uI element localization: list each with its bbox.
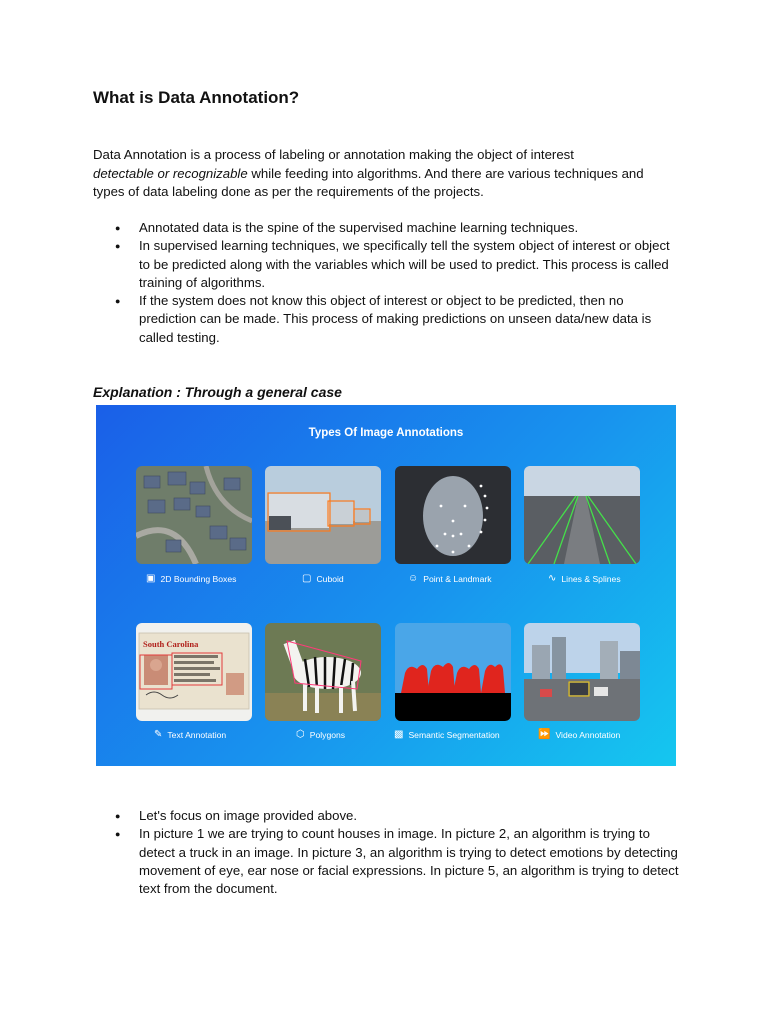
page-title: What is Data Annotation? [93,88,300,107]
annotation-types-banner [96,405,676,766]
license-state-text: South Carolina [143,639,199,649]
drivers-license-image [136,623,252,721]
intro-text-1: Data Annotation is a process of labeling or annotation making the object of interest [93,147,574,162]
caption-label: Video Annotation [555,729,621,740]
caption-label: Semantic Segmentation [408,729,500,740]
zebra-image [265,623,381,721]
cuboid-icon: ▢ [302,573,312,584]
list-item: ● Annotated data is the spine of the supervised machine learning techniques. [93,219,683,237]
landmark-icon: ☺ [408,573,419,584]
bounding-box-icon: ▣ [146,573,156,584]
polygon-icon: ⬡ [296,729,305,740]
list-item: ● In picture 1 we are trying to count houses in image. In picture 2, an algorithm is trying to detect a truck in an image. In picture 3, an algorithm is trying to detect emotions by detecting movement of eye, ear nose or facial expressions. In picture 5, an algorithm is trying to detect text from the document. [93,825,683,898]
intro-text-2: while feeding into algorithms. And there are various techniques and types of data labeling done as per the requirements of the projects. [93,165,644,199]
caption-video-annotation [538,729,620,740]
list-item: ● Let's focus on image provided above. [93,807,683,825]
caption-label: Polygons [309,729,346,740]
caption-point-landmark [408,573,492,584]
caption-semantic-segmentation [394,729,500,740]
segmentation-icon: ▩ [394,729,404,740]
city-traffic-image [524,623,640,721]
spline-icon: ∿ [548,573,557,584]
caption-label: Lines & Splines [561,573,621,584]
camels-segmentation-image [395,623,511,721]
truck-road-image [265,466,381,564]
list-item: ● If the system does not know this object of interest or object to be predicted, then no prediction can be made. This process of making predictions on unseen data/new data is called testing. [93,292,683,347]
caption-label: Cuboid [316,573,344,584]
aerial-houses-image [136,466,252,564]
caption-cuboid [302,573,344,584]
caption-bounding-boxes [146,573,236,584]
caption-label: 2D Bounding Boxes [160,573,237,584]
caption-text-annotation [154,729,226,740]
intro-paragraph [93,146,673,202]
intro-italic-text: detectable or recognizable [93,165,248,181]
face-landmark-image [395,466,511,564]
definition-bullet-list [93,219,683,347]
text-annotation-icon: ✎ [154,729,163,740]
caption-label: Point & Landmark [423,573,492,584]
caption-lines-splines [548,573,621,584]
banner-title: Types Of Image Annotations [308,427,464,439]
caption-label: Text Annotation [167,729,227,740]
explanation-bullet-list [93,807,683,898]
list-item: ● In supervised learning techniques, we specifically tell the system object of interest or object to be predicted along with the variables which will be used to predict. This process is called training of algorithms. [93,237,683,292]
caption-polygons [296,729,345,740]
video-icon: ⏩ [538,729,551,740]
section-subheading: Explanation : Through a general case [93,384,342,400]
highway-lanes-image [524,466,640,564]
